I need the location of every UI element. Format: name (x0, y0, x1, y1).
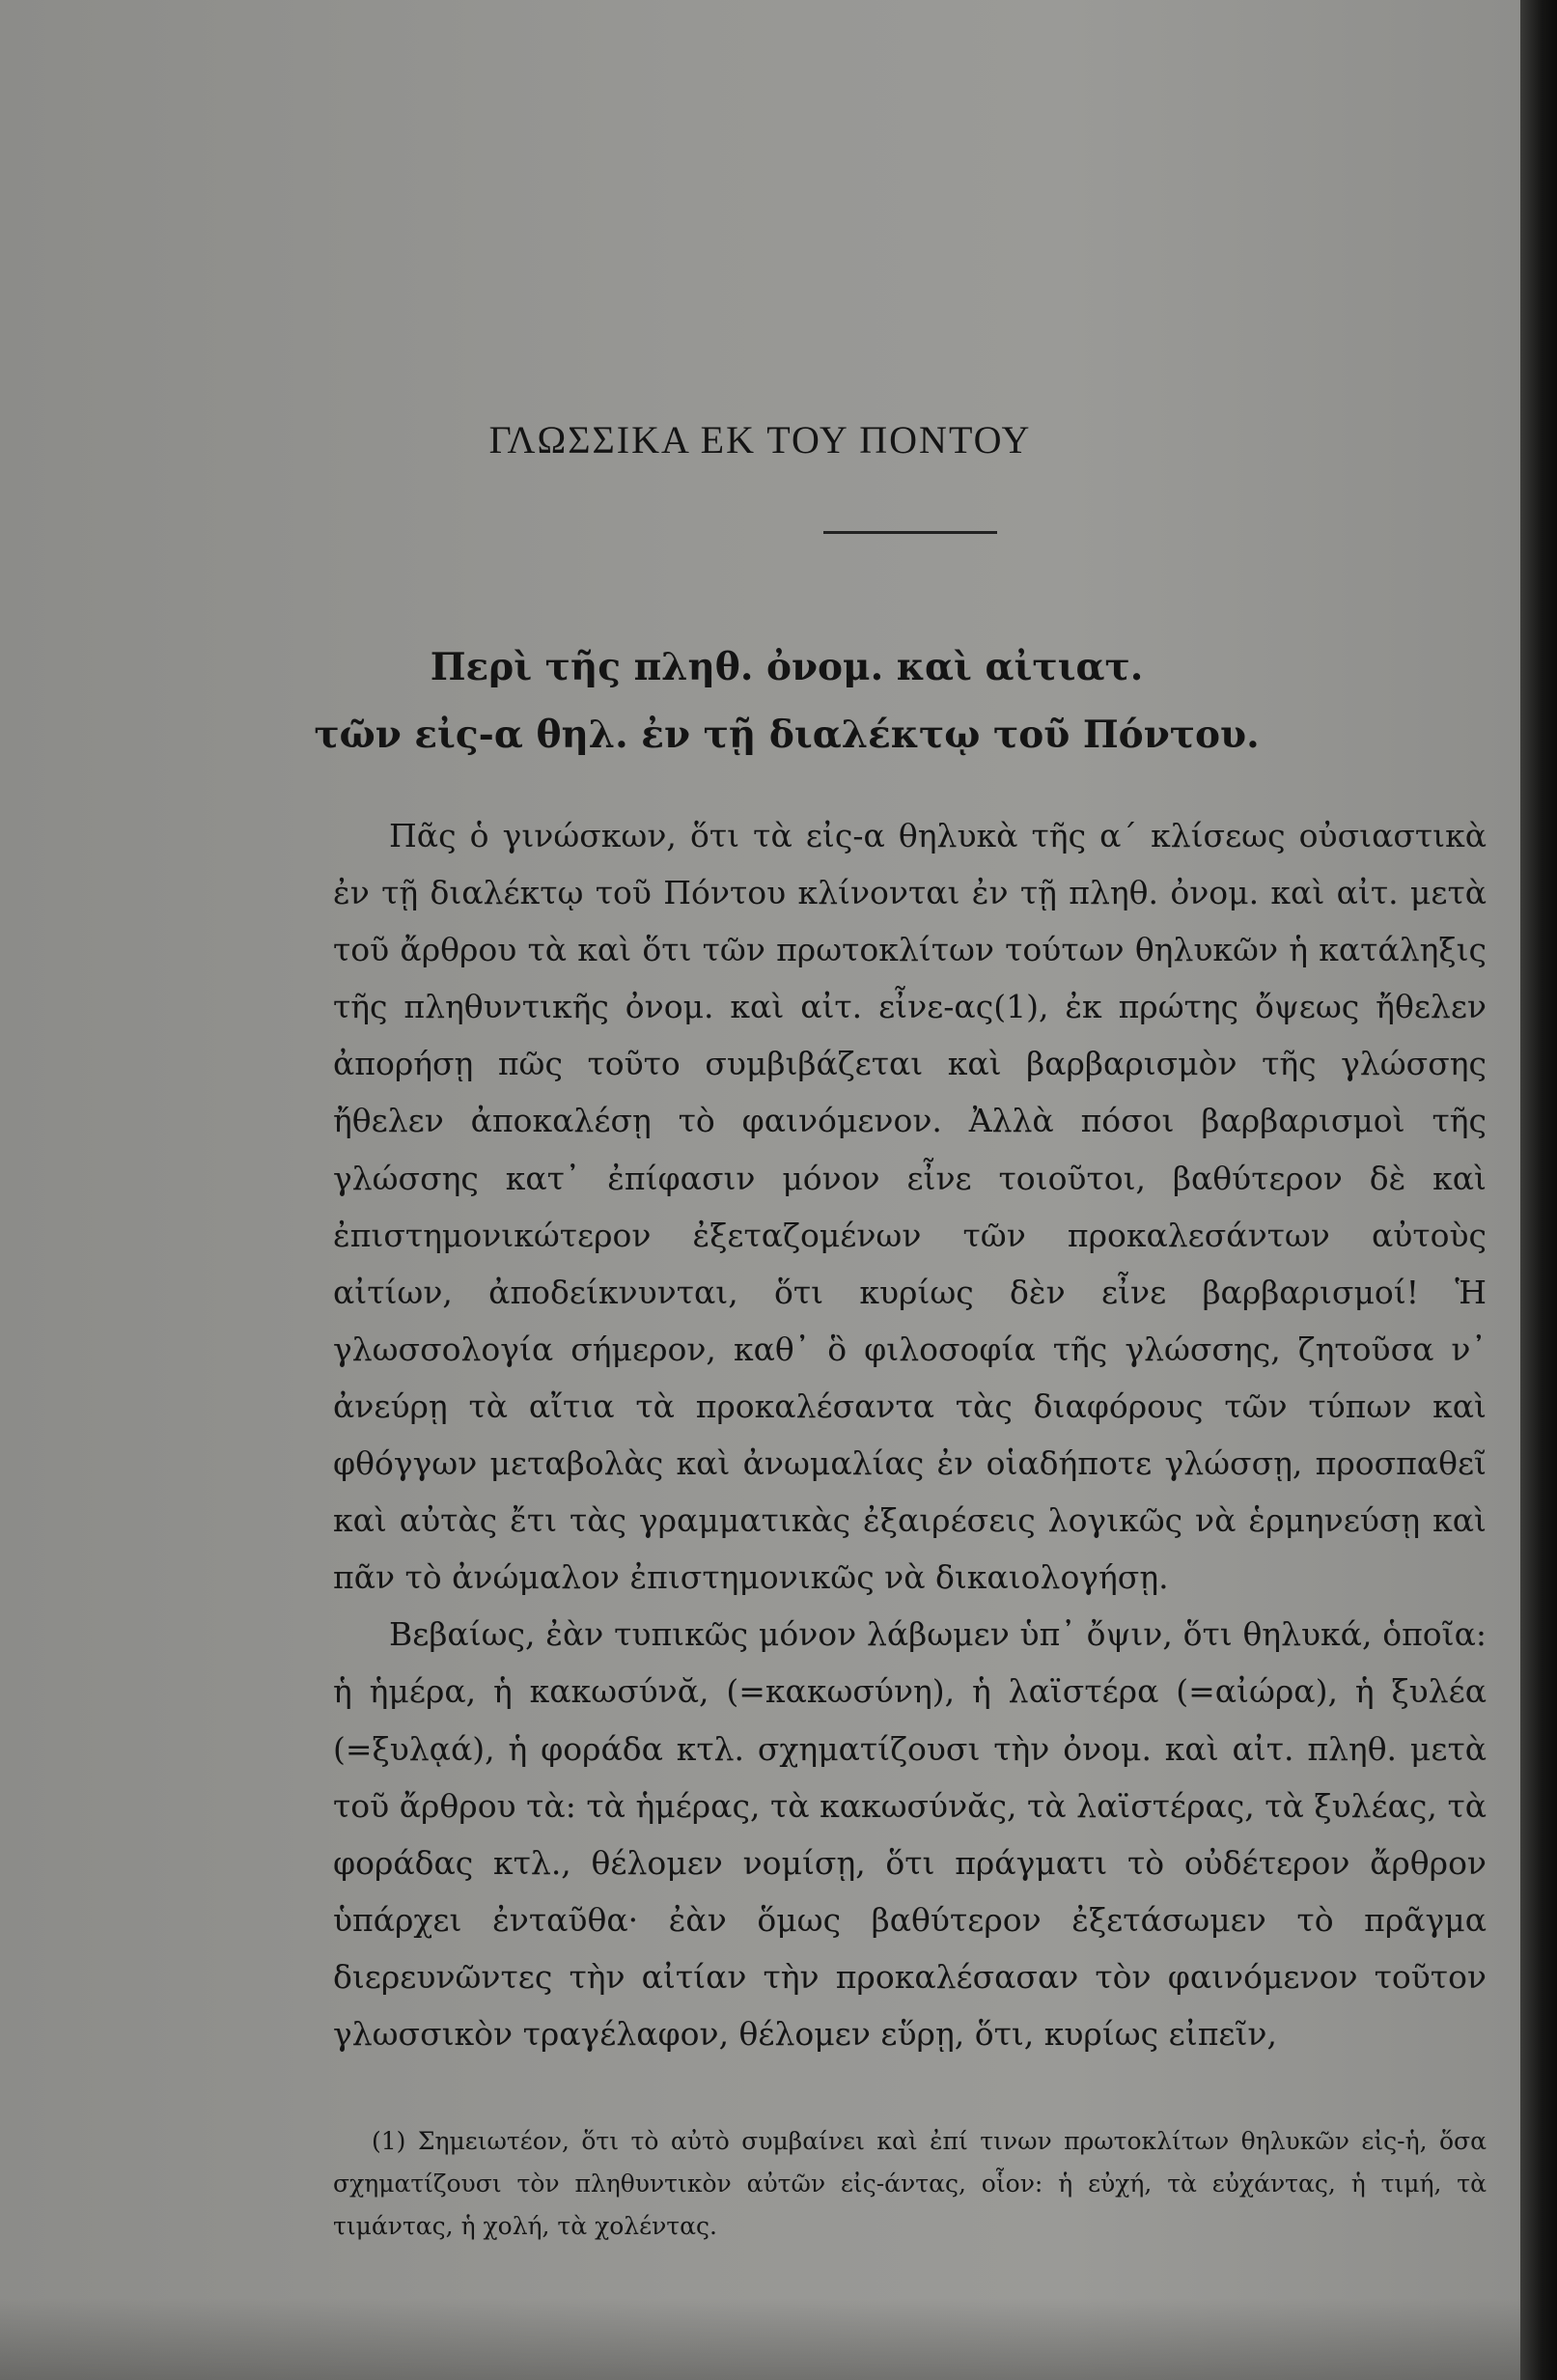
title-rule (823, 531, 997, 534)
paragraph-2: Βεβαίως, ἐὰν τυπικῶς μόνον λάβωμεν ὑπ᾽ ὄψιν, ὅτι θηλυκά, ὁποῖα: ἡ ἡμέρα, ἡ κακωσύνᾰ, (=κακωσύνη), ἡ λαϊστέρα (=αἰώρα), ἡ ξυλέα (=ξυλᾳά), ἡ φοράδα κτλ. σχηματίζουσι τὴν ὀνομ. καὶ αἰτ. πληθ. μετὰ τοῦ ἄρθρου τὰ: τὰ ἡμέρας, τὰ κακωσύνᾰς, τὰ λαϊστέρας, τὰ ξυλέας, τὰ φοράδας κτλ., θέλομεν νομίσῃ, ὅτι πράγματι τὸ οὐδέτερον ἄρθρον ὑπάρχει ἐνταῦθα· ἐὰν ὅμως βαθύτερον ἐξετάσωμεν τὸ πρᾶγμα διερευνῶντες τὴν αἰτίαν τὴν προκαλέσασαν τὸν φαινόμενον τοῦτον γλωσσικὸν τραγέλαφον, θέλομεν εὕρῃ, ὅτι, κυρίως εἰπεῖν, (333, 1615, 1487, 2053)
page-bottom-shadow (0, 2298, 1520, 2380)
page-edge-shadow (1520, 0, 1557, 2380)
paragraph-1: Πᾶς ὁ γινώσκων, ὅτι τὰ εἰς-α θηλυκὰ τῆς α΄ κλίσεως οὐσιαστικὰ ἐν τῇ διαλέκτῳ τοῦ Πόντου κλίνονται ἐν τῇ πληθ. ὀνομ. καὶ αἰτ. μετὰ τοῦ ἄρθρου τὰ καὶ ὅτι τῶν πρωτοκλίτων τούτων θηλυκῶν ἡ κατάληξις τῆς πληθυντικῆς ὀνομ. καὶ αἰτ. εἶνε-ας(1), ἐκ πρώτης ὄψεως ἤθελεν ἀπορήσῃ πῶς τοῦτο συμβιβάζεται καὶ βαρβαρισμὸν τῆς γλώσσης ἤθελεν ἀποκαλέσῃ τὸ φαινόμενον. Ἀλλὰ πόσοι βαρβαρισμοὶ τῆς γλώσσης κατ᾽ ἐπίφασιν μόνον εἶνε τοιοῦτοι, βαθύτερον δὲ καὶ ἐπιστημονικώτερον ἐξεταζομένων τῶν προκαλεσάντων αὐτοὺς αἰτίων, ἀποδείκνυνται, ὅτι κυρίως δὲν εἶνε βαρβαρισμοί! Ἡ γλωσσολογία σήμερον, καθ᾽ ὃ φιλοσοφία τῆς γλώσσης, ζητοῦσα ν᾽ ἀνεύρῃ τὰ αἴτια τὰ προκαλέσαντα τὰς διαφόρους τῶν τύπων καὶ φθόγγων μεταβολὰς καὶ ἀνωμαλίας ἐν οἱαδήποτε γλώσσῃ, προσπαθεῖ καὶ αὐτὰς ἔτι τὰς γραμματικὰς ἐξαιρέσεις λογικῶς νὰ ἑρμηνεύσῃ καὶ πᾶν τὸ ἀνώμαλον ἐπιστημονικῶς νὰ δικαιολογήσῃ. (333, 817, 1487, 1597)
section-heading-line-1: Περὶ τῆς πληθ. ὀνομ. καὶ αἰτιατ. (430, 645, 1144, 689)
running-title: ΓΛΩΣΣΙΚΑ ΕΚ ΤΟΥ ΠΟΝΤΟΥ (488, 418, 1032, 462)
footnote-text: (1) Σημειωτέον, ὅτι τὸ αὐτὸ συμβαίνει καὶ ἐπί τινων πρωτοκλίτων θηλυκῶν εἰς-ἡ, ὅσα σχηματίζουσι τὸν πληθυντικὸν αὐτῶν εἰς-άντας, οἷον: ἡ εὐχή, τὰ εὐχάντας, ἡ τιμή, τὰ τιμάντας, ἡ χολή, τὰ χολέντας. (333, 2127, 1487, 2240)
section-heading-line-2: τῶν εἰς-α θηλ. ἐν τῇ διαλέκτῳ τοῦ Πόντου. (314, 713, 1260, 757)
footnote (333, 2120, 1487, 2248)
body-text (333, 807, 1487, 2062)
